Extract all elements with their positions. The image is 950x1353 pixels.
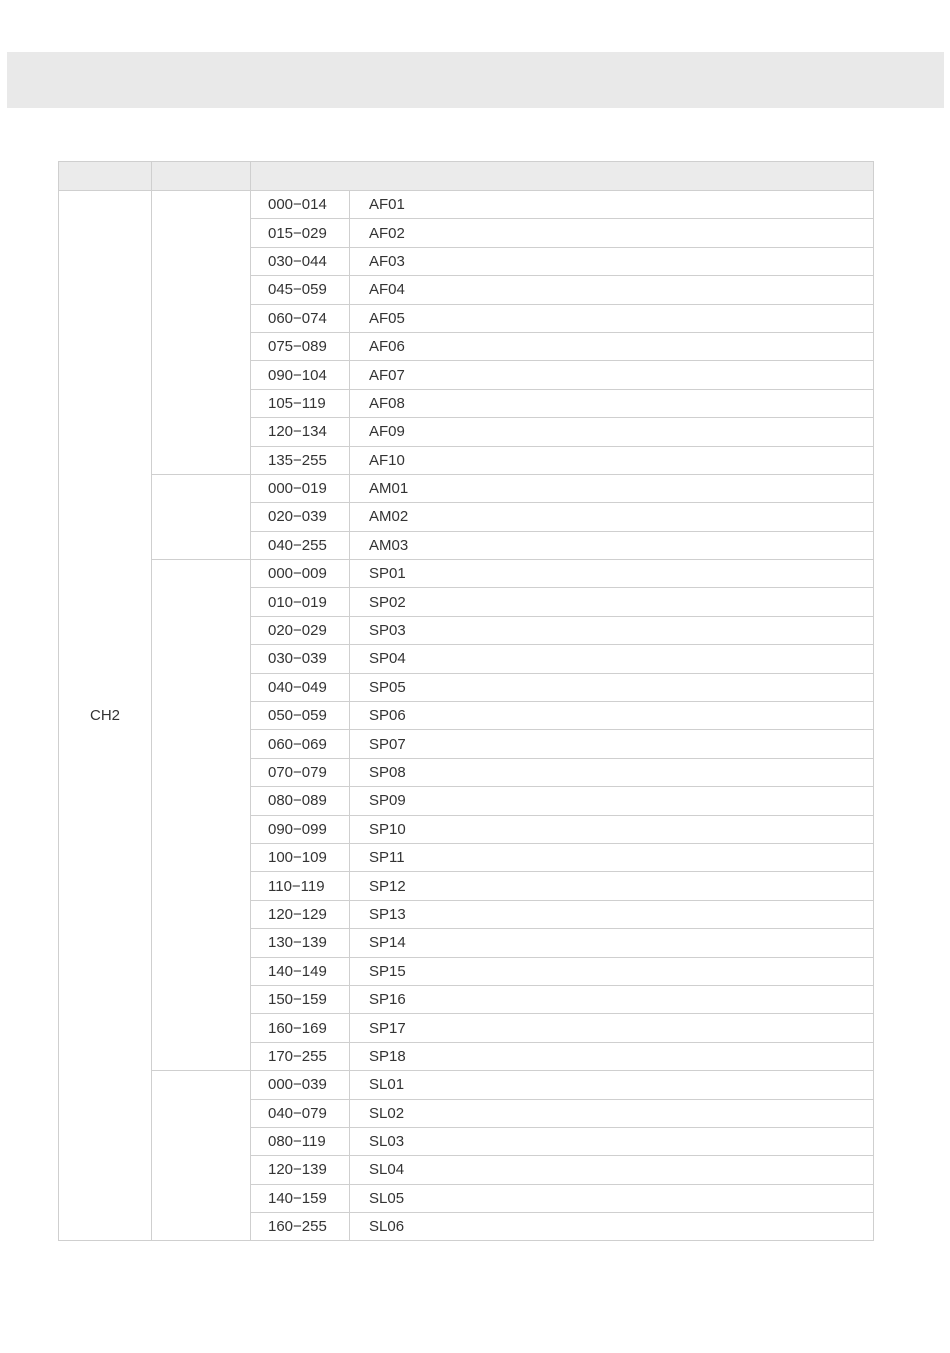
- value-range-cell: 170−255: [251, 1042, 350, 1070]
- function-code-cell: SP03: [350, 616, 874, 644]
- value-range-cell: 110−119: [251, 872, 350, 900]
- value-range-cell: 130−139: [251, 929, 350, 957]
- function-code-cell: SP04: [350, 645, 874, 673]
- function-code-cell: SP08: [350, 758, 874, 786]
- header-cell-group: [152, 162, 251, 191]
- function-code-cell: SP18: [350, 1042, 874, 1070]
- value-range-cell: 135−255: [251, 446, 350, 474]
- function-code-cell: SP01: [350, 560, 874, 588]
- value-range-cell: 000−014: [251, 191, 350, 219]
- function-code-cell: SL01: [350, 1071, 874, 1099]
- function-code-cell: SP02: [350, 588, 874, 616]
- function-code-cell: SP17: [350, 1014, 874, 1042]
- value-range-cell: 060−069: [251, 730, 350, 758]
- function-code-cell: SP14: [350, 929, 874, 957]
- value-range-cell: 010−019: [251, 588, 350, 616]
- function-code-cell: SP10: [350, 815, 874, 843]
- function-code-cell: AF05: [350, 304, 874, 332]
- function-code-cell: SP06: [350, 702, 874, 730]
- value-range-cell: 020−039: [251, 503, 350, 531]
- function-code-cell: AF10: [350, 446, 874, 474]
- table-row: [59, 474, 874, 502]
- function-code-cell: SP13: [350, 900, 874, 928]
- value-range-cell: 090−099: [251, 815, 350, 843]
- header-cell-function: [251, 162, 874, 191]
- value-range-cell: 020−029: [251, 616, 350, 644]
- group-cell: [152, 191, 251, 475]
- value-range-cell: 140−149: [251, 957, 350, 985]
- value-range-cell: 000−039: [251, 1071, 350, 1099]
- table-row: [59, 1071, 874, 1099]
- group-cell: [152, 1071, 251, 1241]
- function-code-cell: SL02: [350, 1099, 874, 1127]
- value-range-cell: 100−109: [251, 843, 350, 871]
- value-range-cell: 075−089: [251, 332, 350, 360]
- function-code-cell: SP05: [350, 673, 874, 701]
- value-range-cell: 105−119: [251, 389, 350, 417]
- table-body: [59, 162, 874, 1241]
- function-code-cell: AM01: [350, 474, 874, 502]
- value-range-cell: 120−129: [251, 900, 350, 928]
- value-range-cell: 000−019: [251, 474, 350, 502]
- value-range-cell: 160−255: [251, 1213, 350, 1241]
- table-header-row: [59, 162, 874, 191]
- value-range-cell: 040−079: [251, 1099, 350, 1127]
- value-range-cell: 150−159: [251, 985, 350, 1013]
- function-code-cell: SP09: [350, 787, 874, 815]
- value-range-cell: 015−029: [251, 219, 350, 247]
- value-range-cell: 000−009: [251, 560, 350, 588]
- value-range-cell: 080−089: [251, 787, 350, 815]
- function-code-cell: SP16: [350, 985, 874, 1013]
- function-code-cell: AM02: [350, 503, 874, 531]
- function-code-cell: AF02: [350, 219, 874, 247]
- value-range-cell: 070−079: [251, 758, 350, 786]
- function-code-cell: AM03: [350, 531, 874, 559]
- function-code-cell: AF07: [350, 361, 874, 389]
- function-code-cell: SL05: [350, 1184, 874, 1212]
- value-range-cell: 040−049: [251, 673, 350, 701]
- table-row: [59, 191, 874, 219]
- function-code-cell: SL03: [350, 1127, 874, 1155]
- function-code-cell: AF03: [350, 247, 874, 275]
- value-range-cell: 080−119: [251, 1127, 350, 1155]
- value-range-cell: 120−134: [251, 418, 350, 446]
- value-range-cell: 090−104: [251, 361, 350, 389]
- function-code-cell: AF09: [350, 418, 874, 446]
- table-row: [59, 560, 874, 588]
- value-range-cell: 030−039: [251, 645, 350, 673]
- group-cell: [152, 560, 251, 1071]
- function-code-cell: SP12: [350, 872, 874, 900]
- function-code-cell: SL06: [350, 1213, 874, 1241]
- header-cell-channel: [59, 162, 152, 191]
- dmx-channel-table: [58, 161, 874, 1241]
- function-code-cell: AF01: [350, 191, 874, 219]
- value-range-cell: 160−169: [251, 1014, 350, 1042]
- function-code-cell: SL04: [350, 1156, 874, 1184]
- function-code-cell: AF04: [350, 276, 874, 304]
- function-code-cell: SP15: [350, 957, 874, 985]
- value-range-cell: 030−044: [251, 247, 350, 275]
- group-cell: [152, 474, 251, 559]
- function-code-cell: AF06: [350, 332, 874, 360]
- value-range-cell: 120−139: [251, 1156, 350, 1184]
- value-range-cell: 140−159: [251, 1184, 350, 1212]
- function-code-cell: SP11: [350, 843, 874, 871]
- value-range-cell: 050−059: [251, 702, 350, 730]
- header-band: [7, 52, 944, 108]
- function-code-cell: SP07: [350, 730, 874, 758]
- value-range-cell: 060−074: [251, 304, 350, 332]
- value-range-cell: 040−255: [251, 531, 350, 559]
- channel-cell: CH2: [59, 191, 152, 1241]
- function-code-cell: AF08: [350, 389, 874, 417]
- value-range-cell: 045−059: [251, 276, 350, 304]
